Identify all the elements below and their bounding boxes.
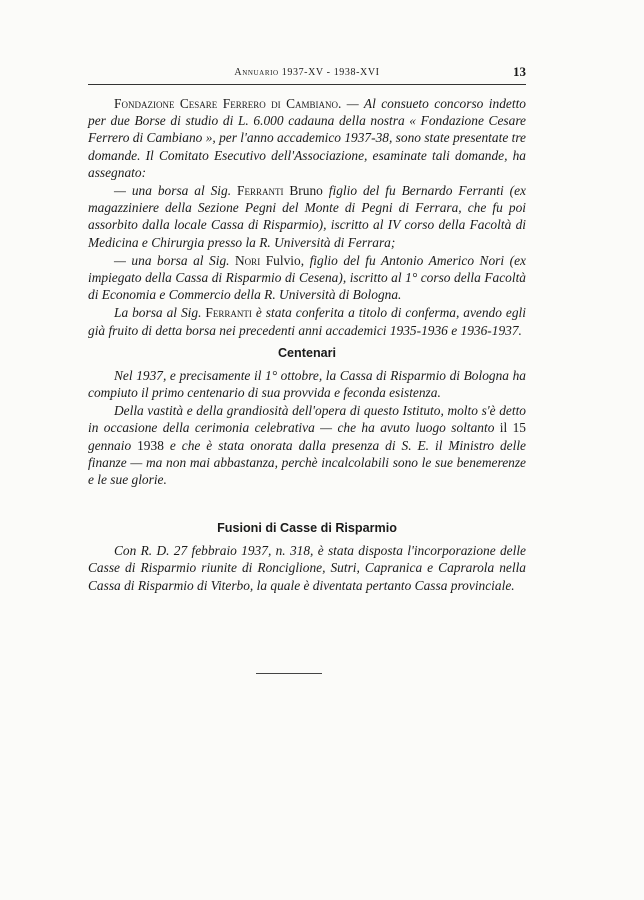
centenari-p2-text-a: Della vastità e della grandiosità dell'opera di questo Istituto, molto s'è detto in occasione della cerimonia celebrativa — che ha avuto luogo soltanto bbox=[88, 403, 526, 436]
borsa-ferranti-details: figlio del fu Bernardo Ferranti (ex magazziniere della Sezione Pegni del Monte di Pegni di Ferrara, che fu poi assorbito dalla locale Cassa di Risparmio), iscritto al IV corso della Facoltà di Medicina e Chirurgia presso la R. Università di Ferrara; bbox=[88, 183, 526, 250]
borsa-nori-surname: Nori bbox=[235, 252, 261, 268]
conferma-lead: La borsa al Sig. bbox=[114, 305, 206, 321]
fusioni-paragraph: Con R. D. 27 febbraio 1937, n. 318, è stata disposta l'incorporazione delle Casse di Risparmio riunite di Ronciglione, Sutri, Capranica e Caprarola nella Cassa di Risparmio di Viterbo, la quale è diventata pertanto Cassa provinciale. bbox=[88, 543, 526, 593]
borsa-nori-lead: — una borsa al Sig. bbox=[114, 252, 236, 268]
borsa-nori-name: Fulvio, bbox=[260, 252, 310, 268]
fondazione-paragraph bbox=[88, 95, 526, 181]
conferma-surname: Ferranti bbox=[205, 305, 252, 321]
fondazione-intro-text: — Al consueto concorso indetto per due Borse di studio di L. 6.000 cadauna della nostra « Fondazione Cesare Ferrero di Cambiano », per l'anno accademico 1937-38, sono state presentate tre domande. Il Comitato Esecutivo dell'Associazione, esaminate tali domande, ha assegnato: bbox=[88, 96, 526, 180]
section-heading-centenari: Centenari bbox=[277, 345, 337, 360]
borsa-nori-details: figlio del fu Antonio Americo Nori (ex impiegato della Cassa di Risparmio di Cesena), iscritto al 1° corso della Facoltà di Economia e Commercio della R. Università di Bologna. bbox=[88, 252, 526, 303]
running-head: Annuario 1937-XV - 1938-XVI bbox=[234, 67, 380, 78]
centenari-paragraph-1: Nel 1937, e precisamente il 1° ottobre, la Cassa di Risparmio di Bologna ha compiuto il primo centenario di sua provvida e feconda esistenza. bbox=[88, 367, 526, 401]
conferma-text: è stata conferita a titolo di conferma, avendo egli già fruito di detta borsa nei precedenti anni accademici 1935-1936 e 1936-1937. bbox=[88, 305, 527, 338]
header-rule bbox=[88, 84, 526, 85]
borsa-ferranti-surname: Ferranti bbox=[237, 183, 284, 199]
centenari-p2-text-c: e che è stata onorata dalla presenza di S. E. il Ministro delle finanze — ma non mai abbastanza, perchè incalcolabili sono le sue benemerenze e le sue glorie. bbox=[88, 437, 526, 488]
section-heading-fusioni: Fusioni di Casse di Risparmio bbox=[217, 521, 397, 536]
borsa-ferranti-lead: — una borsa al Sig. bbox=[114, 183, 237, 199]
centenari-p2-year: 1938 bbox=[137, 437, 164, 453]
borsa-ferranti-name: Bruno bbox=[283, 183, 329, 199]
centenari-p2-text-b: gennaio bbox=[88, 437, 138, 453]
page-number: 13 bbox=[513, 64, 526, 79]
document-page bbox=[88, 62, 526, 594]
borsa-nori-paragraph bbox=[88, 252, 526, 304]
fondazione-title: Fondazione Cesare Ferrero di Cambiano. bbox=[114, 96, 342, 111]
centenari-paragraph-2 bbox=[88, 402, 526, 488]
page-header bbox=[88, 62, 526, 82]
borsa-ferranti-paragraph bbox=[88, 182, 526, 251]
end-rule bbox=[256, 673, 322, 674]
centenari-p2-date: il 15 bbox=[499, 420, 526, 436]
conferma-paragraph bbox=[88, 304, 526, 338]
